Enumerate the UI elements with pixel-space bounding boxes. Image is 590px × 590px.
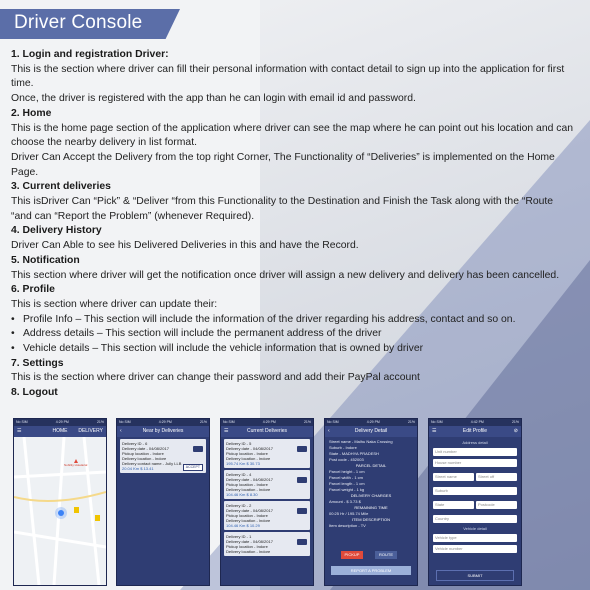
pickup-location: Pickup location - Indore (122, 451, 164, 456)
truck-icon (193, 446, 203, 452)
pickup-location: Pickup location - Indore (226, 513, 268, 518)
truck-icon (297, 477, 307, 483)
phone-near-deliveries (116, 418, 210, 586)
phone-current-deliveries (220, 418, 314, 586)
delivery-card[interactable] (224, 439, 310, 468)
accept-button[interactable]: ACCEPT (183, 464, 203, 471)
status-bar (117, 419, 209, 426)
delivery-card[interactable] (224, 470, 310, 499)
amount: Amount - $ 3.73 $ (329, 499, 361, 504)
distance: 195.74 Km (226, 461, 246, 466)
estimate: $ 8.30 (246, 492, 258, 497)
section-paragraph: Driver Can Accept the Delivery from the top right Corner, The Functionality of “Deliveries” is implemented on the Home Page. (11, 151, 555, 178)
edit-icon[interactable]: ⊘ (513, 428, 518, 434)
back-icon[interactable]: ‹ (120, 428, 122, 434)
section-paragraph: This is the section where driver can fill their personal information with contact detail to sign up into the application for first time. (11, 63, 565, 90)
state-line: State - MADHYA PRADESH (329, 451, 379, 456)
clock-label: 4:29 PM (366, 420, 380, 424)
carrier-label: No SIM (223, 420, 235, 424)
map-view[interactable] (14, 437, 106, 585)
phone-screens (10, 418, 580, 588)
screen-title: Edit Profile (462, 428, 488, 434)
description-heading: ITEM DESCRIPTION (351, 517, 390, 522)
navbar (429, 426, 521, 437)
section-paragraph: Once, the driver is registered with the app than he can login with email id and password. (11, 93, 416, 105)
status-bar (429, 419, 521, 426)
distance: 104.46 Km (226, 492, 246, 497)
delivery-location: Delivery location - Indore (226, 456, 271, 461)
map-roads (14, 437, 106, 585)
street-name-field[interactable]: Street name (433, 473, 474, 481)
screen-title: Current Deliveries (246, 428, 287, 434)
delivery-id: Delivery ID - 6 (122, 441, 148, 446)
delivery-card[interactable] (224, 532, 310, 556)
menu-icon[interactable]: ☰ (432, 428, 437, 434)
phone-edit-profile (428, 418, 522, 586)
truck-icon (297, 508, 307, 514)
delivery-location: Delivery location - Indore (226, 518, 271, 523)
vehicle-heading: Vehicle detail (463, 526, 487, 531)
delivery-card[interactable] (120, 439, 206, 473)
estimate: $ 10.29 (246, 523, 260, 528)
page-title: Driver Console (14, 12, 143, 33)
section-heading: 6. Profile (11, 284, 55, 296)
vehicle-number-field[interactable]: Vehicle number (433, 545, 517, 553)
battery-label: 21% (199, 420, 207, 424)
section-heading: 5. Notification (11, 254, 80, 266)
section-paragraph: This is the section where driver can change their password and add their PayPal account (11, 372, 420, 384)
pickup-location: Pickup location - Indore (226, 544, 268, 549)
navbar (221, 426, 313, 437)
phone-delivery-detail (324, 418, 418, 586)
screen-title: Delivery Detail (354, 428, 388, 434)
bullet-item: • Address details – This section will include the permanent address of the driver (23, 327, 576, 342)
clock-label: 4:29 PM (262, 420, 276, 424)
back-icon[interactable]: ‹ (328, 428, 330, 434)
delivery-date: Delivery date - 04/08/2017 (226, 446, 273, 451)
section-paragraph: This is the home page section of the application where driver can see the map where he can point out his location and can choose the nearby delivery in list format. (11, 122, 574, 149)
delivery-date: Delivery date - 04/08/2017 (226, 508, 273, 513)
delivery-id: Delivery ID - 2 (226, 503, 252, 508)
delivery-location: Delivery location - Indore (226, 549, 271, 554)
delivery-card[interactable] (224, 501, 310, 530)
battery-label: 21% (96, 420, 104, 424)
suburb-line: Suburb - Indore (329, 445, 357, 450)
truck-icon (297, 539, 307, 545)
delivery-id: Delivery ID - 1 (226, 534, 252, 539)
section-heading: 4. Delivery History (11, 225, 102, 237)
section-heading: 3. Current deliveries (11, 181, 111, 193)
parcel-heading: PARCEL DETAIL (355, 463, 387, 468)
parcel-height: Parcel height - 1 cm (329, 469, 365, 474)
navbar (325, 426, 417, 437)
submit-button[interactable]: SUBMIT (436, 570, 514, 581)
unit-number-field[interactable]: Unit number (433, 448, 517, 456)
route-button[interactable]: ROUTE (375, 551, 397, 559)
remaining-time: 00:25 Hr / 195.74 Mile (329, 511, 369, 516)
delivery-date: Delivery date - 04/08/2017 (226, 477, 273, 482)
parcel-width: Parcel width - 1 cm (329, 475, 364, 480)
carrier-label: No SIM (16, 420, 28, 424)
delivery-button[interactable]: DELIVERY (78, 428, 103, 434)
state-field[interactable]: State (433, 501, 474, 509)
section-paragraph: This is section where driver can update their: (11, 298, 218, 310)
street-off-field[interactable]: Street off (476, 473, 517, 481)
section-paragraph: Driver Can Able to see his Delivered Deliveries in this and have the Record. (11, 240, 359, 252)
delivery-location: Delivery location - Indore (122, 456, 167, 461)
content-area (11, 48, 576, 401)
vehicle-type-select[interactable]: Vehicle type (433, 534, 517, 542)
section-paragraph: This isDriver Can “Pick” & “Deliver “from this Functionality to the Destination and Finish the Task along with the “Route “and can “Report the Problem” (whenever Required). (11, 196, 554, 222)
status-bar (325, 419, 417, 426)
navbar (14, 426, 106, 437)
menu-icon[interactable]: ☰ (224, 428, 229, 434)
delivery-contact: Delivery contact name - Jully LLB (122, 461, 182, 466)
section-paragraph: This section where driver will get the notification once driver will assign a new delivery and delivery has been cancelled. (11, 269, 560, 281)
battery-label: 21% (303, 420, 311, 424)
parcel-length: Parcel length - 1 cm (329, 481, 365, 486)
delivery-id: Delivery ID - 4 (226, 472, 252, 477)
section-heading: 7. Settings (11, 357, 64, 369)
postcode-line: Post code - 452003 (329, 457, 364, 462)
street-line: Street name - Malhu Naka Crossing (329, 439, 393, 444)
pickup-button[interactable]: PICKUP (341, 551, 363, 559)
address-heading: Address detail (462, 440, 488, 445)
delivery-location: Delivery location - Indore (226, 487, 271, 492)
clock-label: 4:29 PM (158, 420, 172, 424)
delivery-date: Delivery date - 04/08/2017 (226, 539, 273, 544)
delivery-id: Delivery ID - 5 (226, 441, 252, 446)
distance: 20.04 Km (122, 466, 140, 471)
item-description: Item description - TV (329, 523, 366, 528)
estimate: $ 13.41 (140, 466, 154, 471)
section-heading: 2. Home (11, 107, 52, 119)
carrier-label: No SIM (327, 420, 339, 424)
bullet-item: • Profile Info – This section will include the information of the driver regarding his address, contact and so on. (23, 313, 576, 328)
pickup-location: Pickup location - Indore (226, 451, 268, 456)
estimate: $ 30.73 (246, 461, 260, 466)
menu-icon[interactable]: ☰ (17, 428, 22, 434)
delivery-date: Delivery date - 04/08/2017 (122, 446, 169, 451)
suburb-field[interactable]: Suburb (433, 487, 517, 495)
pickup-location: Pickup location - Indore (226, 482, 268, 487)
carrier-label: No SIM (431, 420, 443, 424)
battery-label: 21% (407, 420, 415, 424)
distance: 104.46 Km (226, 523, 246, 528)
report-problem-button[interactable]: REPORT A PROBLEM (331, 566, 411, 575)
postcode-field[interactable]: Postcode (476, 501, 517, 509)
map-place-label: Nobility Hotelarial (64, 463, 88, 467)
section-heading: 8. Logout (11, 387, 58, 399)
clock-label: 4:42 PM (470, 420, 484, 424)
bullet-list (11, 313, 576, 357)
country-field[interactable]: Country (433, 515, 517, 523)
detail-body (325, 437, 417, 531)
parcel-weight: Parcel weight - 1 kg (329, 487, 365, 492)
truck-icon (297, 446, 307, 452)
phone-home (13, 418, 107, 586)
screen-title: Near by Deliveries (142, 428, 184, 434)
section-heading: 1. Login and registration Driver: (11, 49, 169, 60)
carrier-label: No SIM (119, 420, 131, 424)
bullet-item: • Vehicle details – This section will include the vehicle information that is owned by driver (23, 342, 576, 357)
navbar (117, 426, 209, 437)
clock-label: 4:29 PM (55, 420, 69, 424)
status-bar (221, 419, 313, 426)
charges-heading: DELIVERY CHARGES (350, 493, 392, 498)
time-heading: REMAINING TIME (354, 505, 388, 510)
screen-title: HOME (52, 428, 68, 434)
battery-label: 21% (511, 420, 519, 424)
house-number-field[interactable]: House number (433, 459, 517, 467)
status-bar (14, 419, 106, 426)
